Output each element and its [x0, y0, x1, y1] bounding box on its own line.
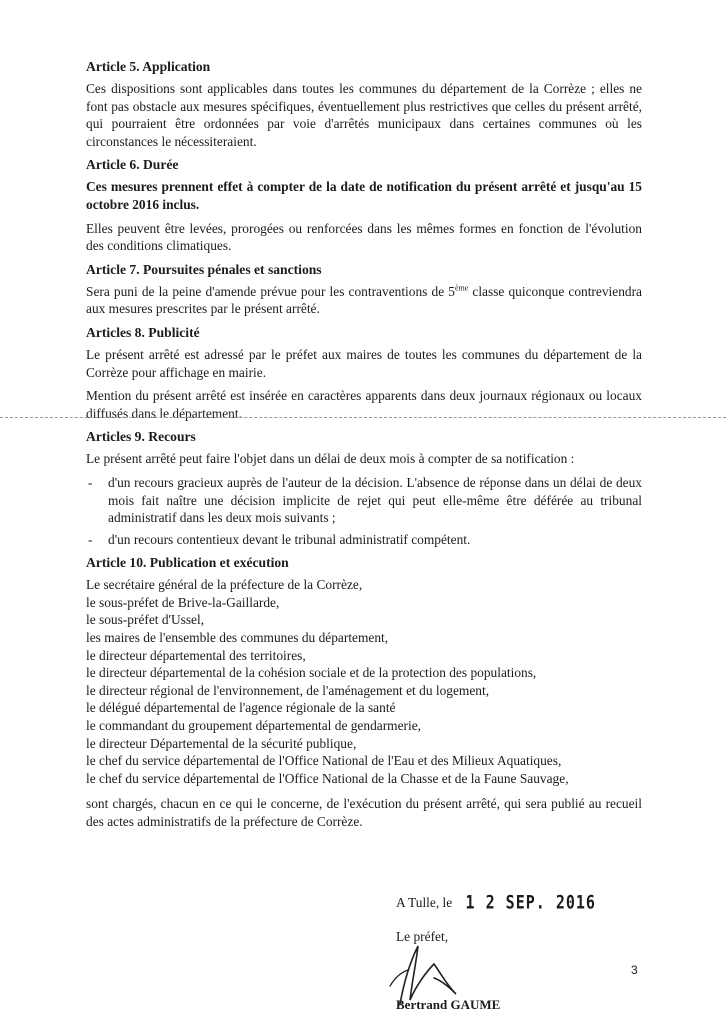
article-5	[86, 58, 642, 150]
article-6	[86, 156, 642, 254]
article-5-title: Article 5. Application	[86, 59, 211, 74]
article-7-title: Article 7. Poursuites pénales et sanctions	[86, 261, 322, 277]
article-8-title: Articles 8. Publicité	[86, 324, 200, 340]
signatory-name: Bertrand GAUME	[396, 997, 501, 1012]
handwritten-signature-icon	[382, 942, 492, 1012]
article-9	[86, 428, 642, 548]
document-body	[86, 58, 642, 837]
article-9-title: Articles 9. Recours	[86, 429, 196, 445]
list-item: Le secrétaire général de la préfecture de la Corrèze,	[86, 577, 363, 593]
list-item: le chef du service départemental de l'Office National de l'Eau et des Milieux Aquatiques,	[86, 753, 562, 769]
fold-line	[0, 417, 726, 418]
list-item: le sous-préfet de Brive-la-Gaillarde,	[86, 594, 280, 610]
signature-title: Le préfet,	[396, 929, 449, 944]
article-10-closing: sont chargés, chacun en ce qui le concerne, de l'exécution du présent arrêté, qui sera publié au recueil des actes administratifs de la préfecture de Corrèze.	[86, 796, 642, 829]
article-10-title: Article 10. Publication et exécution	[86, 555, 289, 571]
list-item: le commandant du groupement départemental de gendarmerie,	[86, 718, 422, 734]
date-stamp: 1 2 SEP. 2016	[465, 890, 596, 914]
list-item: le sous-préfet d'Ussel,	[86, 612, 205, 628]
article-6-bold-text: Ces mesures prennent effet à compter de la date de notification du présent arrêté et jusqu'au 15 octobre 2016 inclus.	[86, 179, 642, 212]
article-6-text: Elles peuvent être levées, prorogées ou renforcées dans les mêmes formes en fonction de l'évolution des conditions climatiques.	[86, 220, 642, 254]
article-10-addressees	[86, 576, 642, 787]
article-8-text-1: Le présent arrêté est adressé par le préfet aux maires de toutes les communes du département de la Corrèze pour affichage en mairie.	[86, 346, 642, 380]
article-7	[86, 261, 642, 318]
article-10	[86, 554, 642, 830]
signature-place: A Tulle, le	[396, 895, 453, 910]
list-item: le délégué départemental de l'agence régionale de la santé	[86, 700, 396, 716]
signature-block	[396, 890, 696, 1012]
article-7-text-after: classe quiconque contreviendra aux mesures prescrites par le présent arrêté.	[86, 283, 642, 317]
list-item: le directeur départemental de la cohésion sociale et de la protection des populations,	[86, 665, 537, 681]
article-9-list	[86, 474, 642, 548]
list-item: les maires de l'ensemble des communes du département,	[86, 630, 389, 646]
list-item: le chef du service départemental de l'Office National de la Chasse et de la Faune Sauvage,	[86, 770, 569, 786]
article-7-superscript: ème	[454, 283, 469, 293]
list-item: le directeur régional de l'environnement, de l'aménagement et du logement,	[86, 682, 490, 698]
article-6-title: Article 6. Durée	[86, 157, 179, 173]
article-8-text-2: Mention du présent arrêté est insérée en caractères apparents dans deux journaux régionaux ou locaux diffusés dans le département.	[86, 388, 642, 421]
list-item: le directeur départemental des territoires,	[86, 647, 306, 663]
article-5-text: Ces dispositions sont applicables dans toutes les communes du département de la Corrèze ; elles ne font pas obstacle aux mesures spécifiques, éventuellement plus restrictives que celles du présent arrêté, qui pourraient être ordonnées par voie d'arrêtés municipaux dans certaines communes où les circonstances le nécessiteraient.	[86, 81, 642, 149]
article-7-text-before: Sera puni de la peine d'amende prévue pour les contraventions de 5	[86, 283, 455, 299]
list-item: le directeur Départemental de la sécurité publique,	[86, 735, 357, 751]
list-item: - d'un recours gracieux auprès de l'auteur de la décision. L'absence de réponse dans un délai de deux mois fait naître une décision implicite de rejet qui peut elle-même être déférée au tribunal administratif dans les deux mois suivants ;	[86, 474, 642, 527]
page-number: 3	[631, 963, 638, 977]
article-7-text	[86, 283, 642, 318]
list-item: - d'un recours contentieux devant le tribunal administratif compétent.	[86, 531, 642, 549]
article-8	[86, 324, 642, 422]
article-9-intro: Le présent arrêté peut faire l'objet dans un délai de deux mois à compter de sa notification :	[86, 451, 575, 467]
